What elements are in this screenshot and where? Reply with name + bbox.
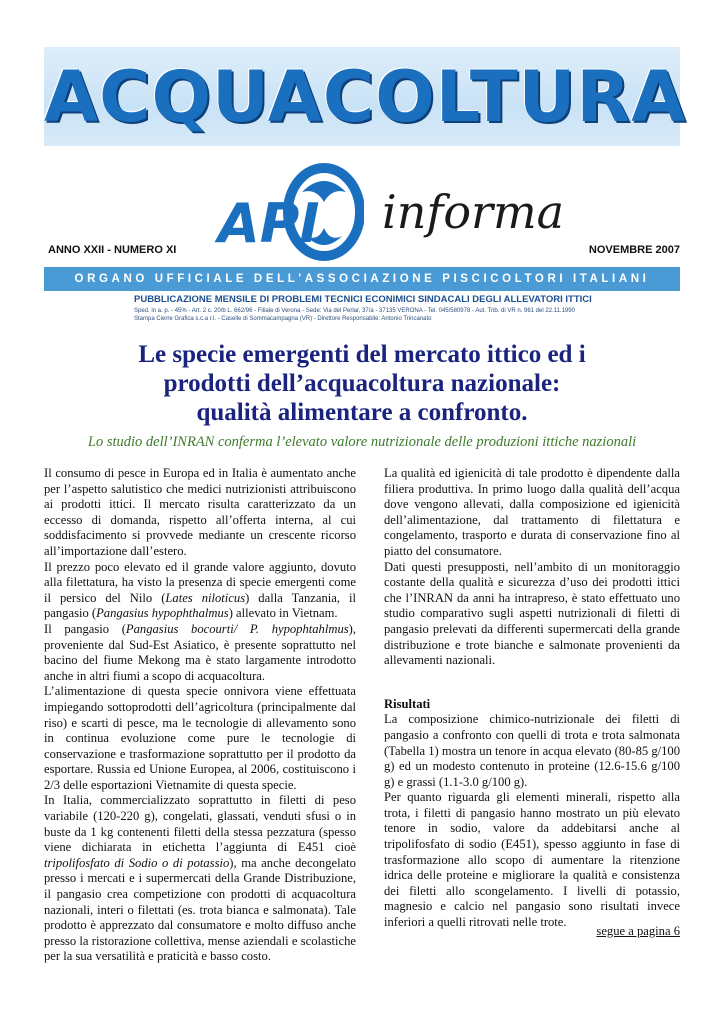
masthead — [44, 47, 687, 265]
left-paragraph-1: Il consumo di pesce in Europa ed in Italia è aumentato anche per l’aspetto salutistico che medici nutrizionisti attribuiscono ai prodotti ittici. Il mercato risulta caratterizzato da un eccesso di domanda, rispetto all’offerta interna, al cui soddisfacimento si provvede mediante un crescente ricorso all’importazione dall’estero. — [44, 466, 356, 558]
left-paragraph-4: L’alimentazione di questa specie onnivora viene effettuata impiegando sottoprodotti dell’agricoltura (principalmente dal riso) e scarti di pesce, ma le tecnologie di allevamento sono in continua evoluzione come pure le tecnologie di conservazione e trasformazione soprattutto per il prodotto da esportare. Russia ed Unione Europea, al 2006, costituiscono i 2/3 delle esportazioni Vietnamite di questa specie. — [44, 684, 356, 792]
right-paragraph-4: Per quanto riguarda gli elementi minerali, rispetto alla trota, i filetti di pangasio hanno mostrato un più elevato tenore in sodio, valore da addebitarsi anche al tripolifosfato di sodio (E451), spesso aggiunto in fase di trasformazione allo scopo di aumentare la ritenzione idrica delle proteine e migliorare la qualità e consistenza dei filetti allo scongelamento. I livelli di potassio, magnesio e calcio nel pangasio sono risultati invece inferiori a quelli ritrovati nelle trote. — [384, 790, 680, 930]
logo-api-text: API — [218, 192, 320, 255]
left-paragraph-3: Il pangasio (Pangasius bocourti/ P. hypophtahlmus), proveniente dal Sud-Est Asiatico, è presente soprattutto nel bacino del fiume Mekong ma è stato largamente introdotto anche in altri fiumi a scopo di acquacoltura. — [44, 621, 356, 683]
left-column — [44, 466, 356, 965]
small-print-line-2: Stampa Cierre Grafica s.c.a r.l. - Caselle di Sommacampagna (VR) - Direttore Responsabile: Antonio Trincanato — [134, 316, 432, 322]
article-subhead: Lo studio dell’INRAN conferma l’elevato valore nutrizionale delle produzioni ittiche nazionali — [87, 434, 637, 450]
headline-line-1: Le specie emergenti del mercato ittico ed i — [138, 341, 586, 368]
issue-row — [48, 244, 680, 260]
right-paragraph-3: La composizione chimico-nutrizionale dei filetti di pangasio a confronto con quelli di trota e trota salmonata (Tabella 1) mostra un tenore in acqua elevato (80-85 g/100 g) ed un modesto contenuto in proteine (12.6-15.6 g/100 g) e grassi (1.1-3.0 g/100 g). — [384, 712, 681, 789]
postal-small-print — [134, 307, 614, 323]
small-print-line-1: Sped. in a. p. - 45% - Art. 2 c. 20/b L. 662/96 - Filiale di Verona - Sede: Via del Perlar, 37/a - 37135 VERONA - Tel. 045/580978 - Aut. Trib. di VR n. 961 del 22.11.1990 — [134, 308, 575, 314]
continued-link[interactable]: segue a pagina 6 — [596, 924, 680, 938]
right-paragraph-2: Dati questi presupposti, nell’ambito di un monitoraggio costante della qualità e sicurezza d’uso dei prodotti ittici che l’INRAN da anni ha intrapreso, è stato effettuato uno studio comparativo sugli aspetti nutrizionali di filetti di pangasio prelevati da differenti supermercati della grande distribuzione e trote bianche e salmonate provenienti da allevamenti nazionali. — [384, 559, 680, 668]
organization-bar: ORGANO UFFICIALE DELL'ASSOCIAZIONE PISCICOLTORI ITALIANI — [44, 267, 680, 291]
headline-line-2: prodotti dell’acquacoltura nazionale: — [163, 370, 561, 397]
informa-wordmark: informa — [382, 185, 565, 239]
section-title-risultati: Risultati — [384, 696, 431, 711]
headline-line-3: qualità alimentare a confronto. — [196, 399, 528, 426]
right-column — [384, 466, 680, 931]
masthead-title: ACQUACOLTURA — [44, 56, 687, 138]
left-paragraph-2: Il prezzo poco elevato ed il grande valore aggiunto, dovuto alla filettatura, ha visto la presenza di specie emergenti come il persico del Nilo (Lates niloticus) dalla Tanzania, il pangasio (Pangasius hypophthalmus) allevato in Vietnam. — [44, 559, 356, 621]
right-paragraph-1: La qualità ed igienicità di tale prodotto è dipendente dalla filiera produttiva. In primo luogo dalla qualità dell’acqua dove vengono allevati, dalla composizione ed igienicità dell’alimentazione, dal trattamento di filettatura e congelamento, trasporto e durata di conservazione fino al piatto del consumatore. — [384, 466, 680, 558]
issue-number: ANNO XXII - NUMERO XI — [48, 244, 177, 256]
issue-date: NOVEMBRE 2007 — [588, 244, 680, 256]
publication-line: PUBBLICAZIONE MENSILE DI PROBLEMI TECNICI ECONIMICI SINDACALI DEGLI ALLEVATORI ITTICI — [134, 294, 592, 305]
article-headline — [60, 340, 664, 427]
left-paragraph-5: In Italia, commercializzato soprattutto in filetti di peso variabile (120-220 g), congelati, glassati, venduti sfusi o in buste da 1 kg contenenti filetti della stessa pezzatura (spesso viene dichiarata in etichetta l’aggiunta di E451 cioè tripolifosfato di Sodio o di potassio), ma anche decongelato presso i mercati e i supermercati della Grande Distribuzione, il pangasio crea competizione con prodotti di acquacoltura nazionali, interi o filettati (es. trota bianca e salmonata). Tale prodotto è apprezzato dal consumatore e molto diffuso anche presso la ristorazione collettiva, mense aziendali e scolastiche per la sua versatilità e praticità e basso costo. — [44, 793, 356, 964]
